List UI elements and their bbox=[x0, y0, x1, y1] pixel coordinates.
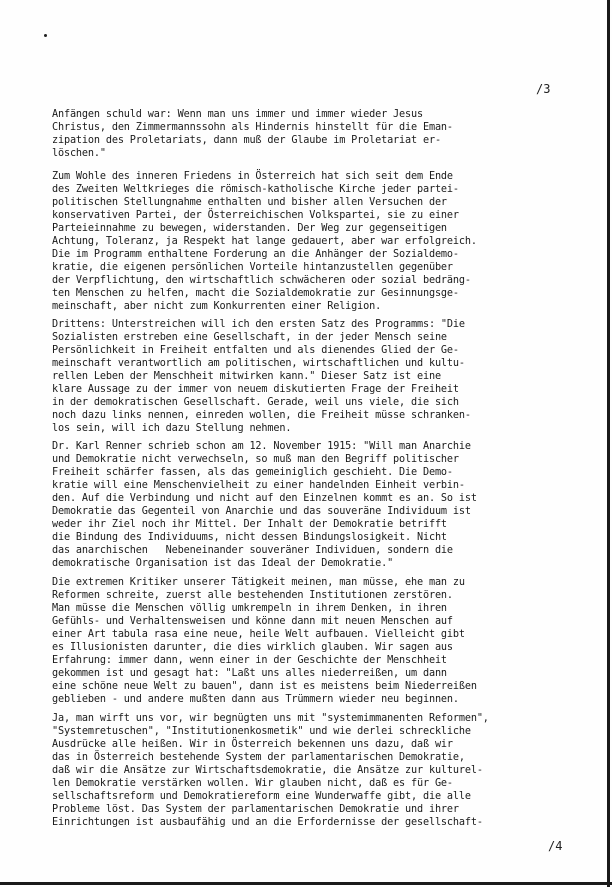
paragraph-6 bbox=[52, 712, 582, 829]
text-line: kratie, die eigenen persönlichen Vorteile hintanzustellen gegenüber bbox=[52, 262, 453, 273]
text-line: Achtung, Toleranz, ja Respekt hat lange gedauert, aber war erfolgreich. bbox=[52, 236, 477, 247]
text-line: rellen Leben der Menschheit mitwirken kann." Dieser Satz ist eine bbox=[52, 371, 441, 382]
text-line: Gefühls- und Verhaltensweisen und könne dann mit neuen Menschen auf bbox=[52, 616, 453, 627]
text-line: meinschaft, aber nicht zum Konkurrenten einer Religion. bbox=[52, 301, 382, 312]
text-line: ten Menschen zu helfen, macht die Sozialdemokratie zur Gesinnungsge- bbox=[52, 288, 459, 299]
scan-border-right bbox=[607, 0, 610, 887]
text-line: und Demokratie nicht verwechseln, so muß man den Begriff politischer bbox=[52, 454, 459, 465]
text-line: Die im Programm enthaltene Forderung an die Anhänger der Sozialdemo- bbox=[52, 249, 459, 260]
text-line: demokratische Organisation ist das Ideal der Demokratie." bbox=[52, 558, 394, 569]
text-line: Ja, man wirft uns vor, wir begnügten uns mit "systemimmanenten Reformen", bbox=[52, 713, 489, 724]
text-line: "Systemretuschen", "Institutionenkosmetik" und wie derlei schreckliche bbox=[52, 726, 471, 737]
text-line: kratie will eine Menschenvielheit zu einer handelnden Einheit verbin- bbox=[52, 480, 465, 491]
text-line: eine schöne neue Welt zu bauen", dann ist es meistens beim Niederreißen bbox=[52, 681, 477, 692]
text-line: das in Österreich bestehende System der parlamentarischen Demokratie, bbox=[52, 752, 465, 763]
text-line: Die extremen Kritiker unserer Tätigkeit meinen, man müsse, ehe man zu bbox=[52, 577, 465, 588]
text-line: sellschaftsreform und Demokratiereform eine Wunderwaffe gibt, die alle bbox=[52, 791, 471, 802]
text-line: Man müsse die Menschen völlig umkrempeln in ihrem Denken, in ihren bbox=[52, 603, 447, 614]
text-line: Ausdrücke alle heißen. Wir in Österreich bekennen uns dazu, daß wir bbox=[52, 739, 453, 750]
text-line: Reformen schreite, zuerst alle bestehenden Institutionen zerstören. bbox=[52, 590, 453, 601]
text-line: Drittens: Unterstreichen will ich den ersten Satz des Programms: "Die bbox=[52, 319, 465, 330]
text-line: es Illusionisten darunter, die dies wirklich glauben. Wir sagen aus bbox=[52, 642, 453, 653]
text-line: len Demokratie verstärken wollen. Wir glauben nicht, daß es für Ge- bbox=[52, 778, 453, 789]
text-line: in der demokratischen Gesellschaft. Gerade, weil uns viele, die sich bbox=[52, 397, 459, 408]
text-line: los sein, will ich dazu Stellung nehmen. bbox=[52, 423, 292, 434]
text-line: konservativen Partei, der Österreichischen Volkspartei, sie zu einer bbox=[52, 210, 459, 221]
text-line: löschen." bbox=[52, 148, 106, 159]
paragraph-5 bbox=[52, 576, 582, 706]
text-line: Erfahrung: immer dann, wenn einer in der Geschichte der Menschheit bbox=[52, 655, 447, 666]
text-line: das anarchischen Nebeneinander souveräner Individuen, sondern die bbox=[52, 545, 453, 556]
paragraph-1 bbox=[52, 108, 582, 160]
scan-border-bottom bbox=[0, 882, 612, 885]
text-line: Parteieinnahme zu bewegen, widerstanden. Der Weg zur gegenseitigen bbox=[52, 223, 447, 234]
text-line: klare Aussage zu der immer von neuem diskutierten Frage der Freiheit bbox=[52, 384, 459, 395]
text-line: des Zweiten Weltkrieges die römisch-katholische Kirche jeder partei- bbox=[52, 184, 459, 195]
paragraph-3 bbox=[52, 318, 582, 435]
text-line: Demokratie das Gegenteil von Anarchie und das souveräne Individuum ist bbox=[52, 506, 471, 517]
text-line: meinschaft verantwortlich am politischen, wirtschaftlichen und kultu- bbox=[52, 358, 465, 369]
text-line: weder ihr Ziel noch ihr Mittel. Der Inhalt der Demokratie betrifft bbox=[52, 519, 447, 530]
text-line: der Verpflichtung, den wirtschaftlich schwächeren oder sozial bedräng- bbox=[52, 275, 471, 286]
text-line: Christus, den Zimmermannssohn als Hindernis hinstellt für die Eman- bbox=[52, 122, 453, 133]
text-line: noch dazu links nennen, einreden wollen, die Freiheit müsse schranken- bbox=[52, 410, 471, 421]
paragraph-2 bbox=[52, 170, 582, 313]
text-line: Anfängen schuld war: Wenn man uns immer und immer wieder Jesus bbox=[52, 109, 423, 120]
text-line: Einrichtungen ist ausbaufähig und an die Erfordernisse der gesellschaft- bbox=[52, 817, 483, 828]
page-number-top: /3 bbox=[536, 82, 551, 96]
text-line: politischen Stellungnahme enthalten und bisher allen Versuchen der bbox=[52, 197, 447, 208]
text-line: geblieben - und andere mußten dann aus Trümmern wieder neu beginnen. bbox=[52, 694, 459, 705]
text-line: Sozialisten erstreben eine Gesellschaft, in der jeder Mensch seine bbox=[52, 332, 447, 343]
page-number-bottom: /4 bbox=[548, 839, 563, 853]
text-line: zipation des Proletariats, dann muß der Glaube im Proletariat er- bbox=[52, 135, 441, 146]
text-line: Freiheit schärfer fassen, als das gemeiniglich geschieht. Die Demo- bbox=[52, 467, 453, 478]
paragraph-4 bbox=[52, 440, 582, 570]
text-line: Probleme löst. Das System der parlamentarischen Demokratie und ihrer bbox=[52, 804, 459, 815]
text-line: die Bindung des Individuums, nicht dessen Bindungslosigkeit. Nicht bbox=[52, 532, 447, 543]
text-line: daß wir die Ansätze zur Wirtschaftsdemokratie, die Ansätze zur kulturel- bbox=[52, 765, 483, 776]
text-line: gekommen ist und gesagt hat: "Laßt uns alles niederreißen, um dann bbox=[52, 668, 447, 679]
text-line: Dr. Karl Renner schrieb schon am 12. November 1915: "Will man Anarchie bbox=[52, 441, 471, 452]
text-line: Persönlichkeit in Freiheit entfalten und als dienendes Glied der Ge- bbox=[52, 345, 459, 356]
stray-mark bbox=[44, 34, 47, 37]
text-line: einer Art tabula rasa eine neue, heile Welt aufbauen. Vielleicht gibt bbox=[52, 629, 465, 640]
text-line: Zum Wohle des inneren Friedens in Österreich hat sich seit dem Ende bbox=[52, 171, 453, 182]
text-line: den. Auf die Verbindung und nicht auf den Einzelnen kommt es an. So ist bbox=[52, 493, 477, 504]
